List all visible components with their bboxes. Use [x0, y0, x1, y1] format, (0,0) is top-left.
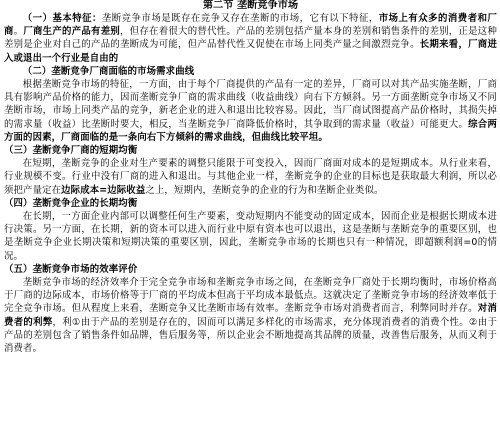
section-heading-efficiency: （五）垄断竞争市场的效率评价 [4, 263, 138, 275]
section-text: ，但存在着很大的替代性。产品的差别包括产量本身的差别和销售条件的差别，正是这种差别是企业对自己的产品的垄断成为可能，但产品替代性又促使在市场上同类产量之间激烈竞争。 [4, 26, 497, 51]
section-heading-long-run: （四）垄断竞争企业的长期均衡 [4, 197, 138, 209]
page-title: 第二节 垄断竞争市场 [202, 0, 299, 11]
section-text: 垄断竞争市场的经济效率介于完全竞争市场和垄断竞争市场之间，在垄断竞争厂商处于长期均衡时，市场价格高于厂商的边际成本，市场价格等于厂商的平均成本但高于平均成本最低点。这就决定了垄断竞争市场的经济效率低于完全竞争市场。但从程度上来看，垄断竞争又比垄断市场有效率。垄断竞争市场对消费者而言，利弊同时并存。 [4, 277, 497, 315]
section-text-bold: 对消费者的利弊 [4, 303, 497, 328]
section-text: 根据垄断竞争市场的特征，一方面，由于每个厂商提供的产品有一定的差异，厂商可以对其产品实施垄断，厂商具有影响产品价格的能力，因而垄断竞争厂商的需求曲线（收益曲线）向右下方倾斜。另一方面垄断竞争市场又不同垄断市场，市场上同类产品的竞争，新老企业的进入和退出比较容易。因此，当厂商试图提高产品价格时，其损失掉的需求量（收益）比垄断时要大，相反，当垄断竞争厂商降低价格时，其争取到的需求量（收益）可能更大。 [4, 79, 497, 130]
section-heading-demand-curve: （二）垄断竞争厂商面临的市场需求曲线 [22, 65, 195, 77]
section-basic-features [4, 12, 497, 65]
section-short-run [4, 157, 497, 197]
section-heading: （一）基本特征： [22, 13, 102, 24]
section-text: 垄断竞争市场是既存在竞争又存在垄断的市场，它有以下特征， [101, 13, 379, 24]
section-text: 之上，短期内，垄断竞争的企业的行为和垄断企业类似。 [145, 184, 384, 196]
section-efficiency [4, 276, 497, 355]
section-text-bold: 边际成本=边际收益 [61, 184, 146, 196]
section-text: 在短期，垄断竞争的企业对生产要素的调整只能限于可变投入，因而厂商面对成本的是短期成本。从行业来看，行业规模不变。行业中没有厂商的进入和退出。与其他企业一样，垄断竞争的企业的目标也是获取最大利润，所以必须把产量定在 [4, 158, 497, 196]
section-text-bold: 综合两方面的因素，厂商面临的是一条向右下方倾斜的需求曲线，但曲线比较平坦。 [4, 118, 497, 143]
section-heading-short-run: （三）垄断竞争厂商的短期均衡 [4, 145, 138, 157]
section-long-run: 在长期，一方面企业内部可以调整任何生产要素，变动短期内不能变动的固定成本，因而企业是根据长期成本进行决策。另一方面，在长期，新的资本可以进入而行业中原有资本也可以退出，这是垄断与垄断竞争的重要区别，也是垄断竞争企业长期决策和短期决策的重要区别，因此，垄断竞争市场的长期也只有一种情况，即超额利润=0的情况。 [4, 211, 497, 262]
section-text: 。 [13, 26, 24, 38]
section-text-bold: 厂商生产的产品有差别 [23, 26, 121, 38]
section-text-bold: 长期来看，厂商进入或退出一个行业是自由的 [4, 39, 497, 64]
section-text: ，利①由于产品的差别是存在的，因而可以满足多样化的市场需求，充分体现消费者的消费个性。②由于产品的差别包含了销售条件如品牌，售后服务等，所以企业会不断地提高其品牌的质量，改善售后服务，从而又利于消费者。 [4, 316, 497, 355]
section-demand-curve [4, 78, 497, 144]
section-text-bold: 市场上有众多的消费者和厂商 [4, 13, 497, 38]
